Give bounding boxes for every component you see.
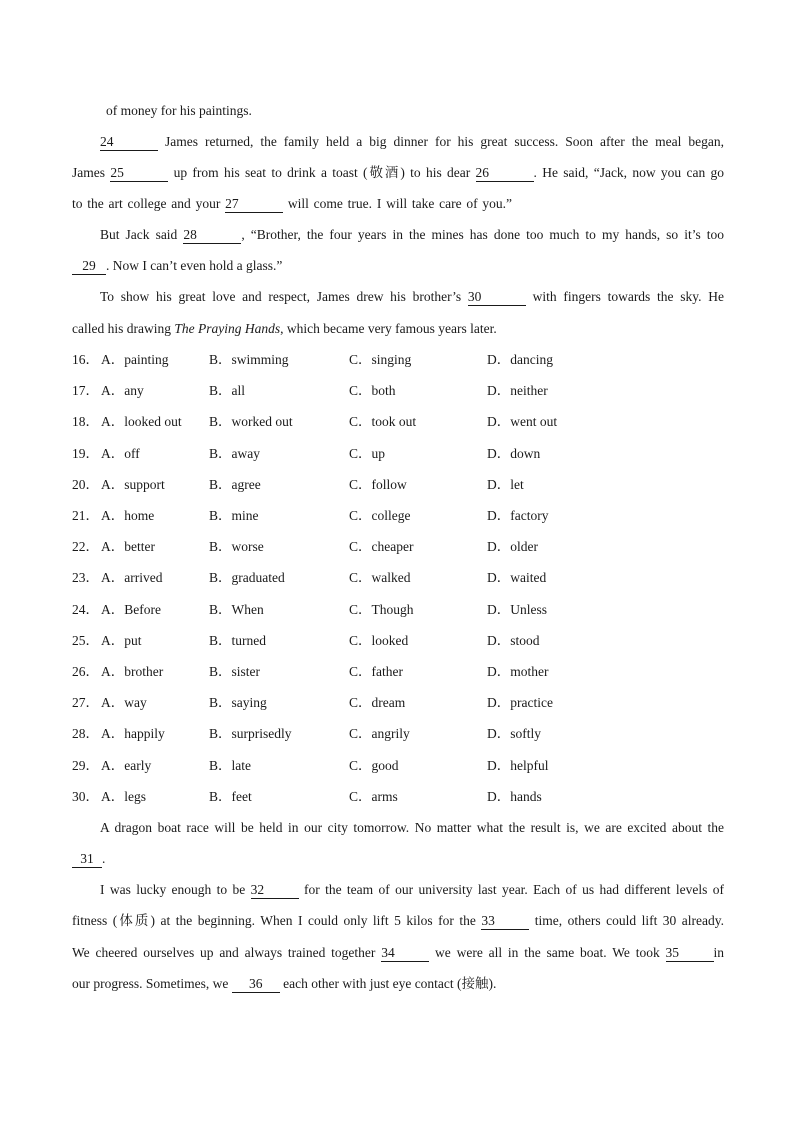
- option-d: D．let: [487, 476, 524, 492]
- option-d: D．Unless: [487, 601, 547, 617]
- option-b: B．agree: [209, 476, 261, 492]
- question-row: [72, 506, 732, 526]
- option-c: C．father: [349, 664, 403, 679]
- question-number: 23．: [72, 570, 99, 586]
- text: of money for his paintings.: [106, 103, 252, 118]
- text: fitness (体质) at the beginning. When I could only lift 5 kilos for the: [72, 913, 476, 928]
- option-a: A．support: [101, 476, 165, 492]
- option-a: A．off: [101, 445, 140, 461]
- question-row: [72, 631, 732, 651]
- passage-line: [72, 911, 724, 931]
- passage-line: [100, 287, 724, 307]
- option-b: B．late: [209, 757, 251, 773]
- text: to the art college and your: [72, 196, 221, 211]
- option-a: A．Before: [101, 601, 161, 617]
- text: We cheered ourselves up and always trained together: [72, 945, 376, 960]
- option-d: D．went out: [487, 414, 558, 430]
- passage-line: [72, 849, 724, 869]
- question-number: 19．: [72, 445, 99, 461]
- option-a: A．happily: [101, 726, 165, 742]
- passage-line: [100, 132, 724, 152]
- option-b: B．surprisedly: [209, 726, 292, 742]
- option-c: C．singing: [349, 352, 412, 367]
- text: up from his seat to drink a toast (敬酒) to his dear: [173, 165, 471, 180]
- question-row: [72, 756, 732, 776]
- question-number: 25．: [72, 632, 99, 648]
- passage-line: [72, 194, 512, 214]
- question-row: [72, 600, 732, 620]
- option-b: B．worked out: [209, 414, 293, 430]
- passage-line: [100, 225, 724, 245]
- option-d: D．dancing: [487, 352, 553, 367]
- option-a: A．arrived: [101, 570, 163, 586]
- option-d: D．softly: [487, 726, 541, 742]
- text: To show his great love and respect, James drew his brother’s: [100, 289, 462, 304]
- option-b: B．feet: [209, 788, 252, 804]
- option-b: B．away: [209, 445, 260, 461]
- option-a: A．better: [101, 539, 155, 555]
- question-row: [72, 662, 732, 682]
- option-b: B．graduated: [209, 570, 285, 586]
- passage-line: [106, 101, 724, 121]
- option-c: C．Though: [349, 601, 414, 617]
- option-a: A．way: [101, 695, 147, 711]
- blank-35: 35: [666, 944, 714, 962]
- question-row: [72, 350, 732, 370]
- question-number: 20．: [72, 476, 99, 492]
- option-a: A．home: [101, 508, 155, 523]
- option-d: D．waited: [487, 570, 547, 586]
- artwork-title: The Praying Hands: [174, 321, 281, 336]
- text: James returned, the family held a big dinner for his great success. Soon after the meal began,: [165, 134, 725, 149]
- text: called his drawing: [72, 321, 171, 336]
- text: .: [102, 851, 106, 866]
- option-c: C．angrily: [349, 726, 410, 742]
- text: we were all in the same boat. We took: [435, 945, 660, 960]
- question-number: 17．: [72, 383, 99, 399]
- blank-31: 31: [72, 850, 102, 868]
- question-row: [72, 537, 732, 557]
- question-number: 18．: [72, 414, 99, 430]
- option-a: A．early: [101, 757, 152, 773]
- question-row: [72, 724, 732, 744]
- option-c: C．arms: [349, 788, 398, 804]
- option-b: B．all: [209, 383, 245, 399]
- question-number: 29．: [72, 757, 99, 773]
- option-a: A．brother: [101, 664, 164, 679]
- option-c: C．cheaper: [349, 539, 414, 555]
- question-number: 16．: [72, 352, 99, 367]
- text: A dragon boat race will be held in our city tomorrow. No matter what the result is, we are excited about the: [100, 820, 724, 835]
- option-d: D．older: [487, 539, 538, 555]
- blank-34: 34: [381, 944, 429, 962]
- text: with fingers towards the sky. He: [532, 289, 724, 304]
- blank-29: 29: [72, 257, 106, 275]
- option-b: B．mine: [209, 508, 259, 523]
- blank-26: 26: [476, 164, 534, 182]
- option-b: B．sister: [209, 664, 261, 679]
- question-number: 28．: [72, 726, 99, 742]
- question-number: 24．: [72, 601, 99, 617]
- option-a: A．any: [101, 383, 144, 399]
- passage-line: [100, 880, 724, 900]
- passage-line: [72, 319, 724, 339]
- option-d: D．mother: [487, 664, 549, 679]
- text: each other with just eye contact (接触).: [283, 976, 497, 991]
- option-c: C．follow: [349, 476, 407, 492]
- option-c: C．up: [349, 445, 386, 461]
- option-c: C．looked: [349, 632, 409, 648]
- blank-36: 36: [232, 975, 280, 993]
- passage-line: [72, 163, 724, 183]
- option-a: A．painting: [101, 352, 169, 367]
- text: . Now I can’t even hold a glass.”: [106, 258, 283, 273]
- option-a: A．put: [101, 632, 142, 648]
- question-row: [72, 787, 732, 807]
- text: our progress. Sometimes, we: [72, 976, 229, 991]
- blank-25: 25: [110, 164, 168, 182]
- text: But Jack said: [100, 227, 178, 242]
- option-b: B．When: [209, 601, 264, 617]
- option-c: C．both: [349, 383, 396, 399]
- option-b: B．saying: [209, 695, 267, 711]
- blank-28: 28: [183, 226, 241, 244]
- passage-line: [100, 818, 724, 838]
- blank-24: 24: [100, 133, 158, 151]
- question-row: [72, 475, 732, 495]
- option-d: D．practice: [487, 695, 553, 711]
- option-a: A．looked out: [101, 414, 182, 430]
- text: , “Brother, the four years in the mines has done too much to my hands, so it’s too: [241, 227, 724, 242]
- text: . He said, “Jack, now you can go: [533, 165, 725, 180]
- question-number: 30．: [72, 788, 99, 804]
- question-row: [72, 693, 732, 713]
- option-d: D．down: [487, 445, 541, 461]
- passage-line: [72, 943, 724, 963]
- option-a: A．legs: [101, 788, 146, 804]
- blank-32: 32: [251, 881, 299, 899]
- question-number: 26．: [72, 664, 99, 679]
- blank-27: 27: [225, 195, 283, 213]
- text: I was lucky enough to be: [100, 882, 246, 897]
- text: will come true. I will take care of you.”: [287, 196, 513, 211]
- text: , which became very famous years later.: [280, 321, 497, 336]
- question-number: 22．: [72, 539, 99, 555]
- option-d: D．stood: [487, 632, 540, 648]
- option-d: D．helpful: [487, 757, 549, 773]
- text: in: [713, 945, 725, 960]
- option-d: D．hands: [487, 788, 542, 804]
- blank-33: 33: [481, 912, 529, 930]
- passage-line: [72, 256, 724, 276]
- text: time, others could lift 30 already.: [534, 913, 725, 928]
- question-row: [72, 412, 732, 432]
- option-c: C．dream: [349, 695, 406, 711]
- passage-line: [72, 974, 724, 994]
- question-number: 27．: [72, 695, 99, 711]
- option-b: B．worse: [209, 539, 264, 555]
- question-row: [72, 568, 732, 588]
- option-c: C．college: [349, 508, 411, 523]
- option-c: C．walked: [349, 570, 411, 586]
- text: James: [72, 165, 105, 180]
- question-row: [72, 444, 732, 464]
- option-c: C．good: [349, 757, 399, 773]
- option-b: B．turned: [209, 632, 266, 648]
- question-row: [72, 381, 732, 401]
- option-d: D．neither: [487, 383, 548, 399]
- question-number: 21．: [72, 508, 99, 523]
- option-d: D．factory: [487, 508, 549, 523]
- text: for the team of our university last year. Each of us had different levels of: [303, 882, 725, 897]
- blank-30: 30: [468, 288, 526, 306]
- option-b: B．swimming: [209, 352, 289, 367]
- option-c: C．took out: [349, 414, 417, 430]
